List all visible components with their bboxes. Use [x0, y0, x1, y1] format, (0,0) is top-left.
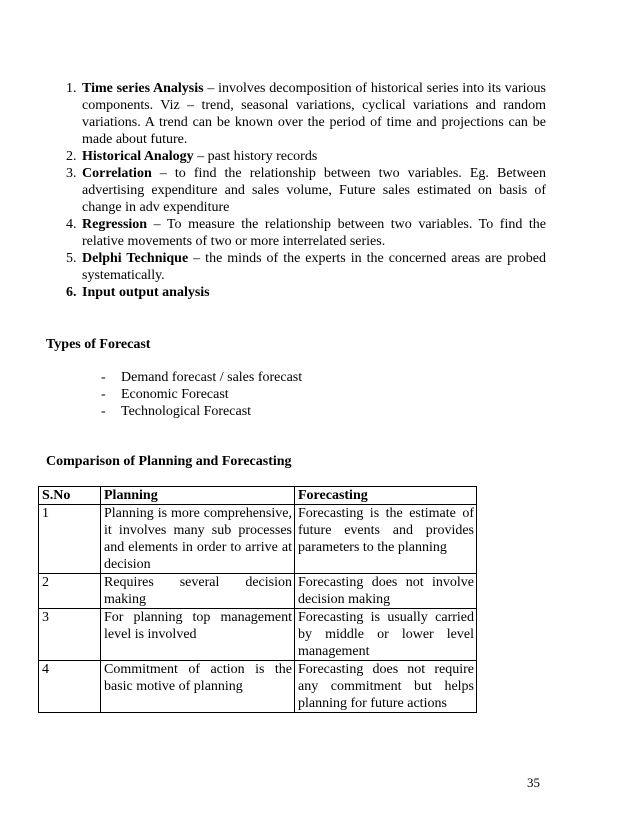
- cell-forecasting: Forecasting does not involve decision making: [295, 574, 477, 609]
- method-term: Input output analysis: [82, 285, 210, 300]
- cell-sno: 1: [39, 505, 101, 574]
- method-term: Time series Analysis: [82, 81, 204, 96]
- list-item: [46, 80, 546, 148]
- list-item: [101, 403, 302, 420]
- method-description: – To measure the relationship between two variables. To find the relative movements of two or more interrelated series.: [82, 217, 546, 249]
- cell-sno: 3: [39, 609, 101, 661]
- list-number: 3.: [66, 166, 77, 181]
- cell-planning: Planning is more comprehensive, it involves many sub processes and elements in order to arrive at decision: [101, 505, 295, 574]
- forecast-type: Technological Forecast: [121, 404, 252, 419]
- list-item: [46, 250, 546, 284]
- cell-forecasting: Forecasting is the estimate of future events and provides parameters to the planning: [295, 505, 477, 574]
- list-number: 4.: [66, 217, 77, 232]
- cell-planning: Commitment of action is the basic motive of planning: [101, 661, 295, 713]
- forecast-type: Economic Forecast: [121, 387, 229, 402]
- column-header-sno: S.No: [39, 487, 101, 505]
- list-dash: -: [101, 370, 106, 385]
- forecast-types-list: [101, 369, 302, 420]
- method-description: – involves decomposition of historical series into its various components. Viz – trend, seasonal variations, cyclical variations and random variations. A trend can be known over the period of time and projections can be made about future.: [82, 81, 547, 147]
- comparison-heading: Comparison of Planning and Forecasting: [46, 454, 292, 469]
- forecasting-methods-list: [46, 80, 546, 301]
- types-of-forecast-heading: Types of Forecast: [46, 337, 151, 352]
- method-term: Delphi Technique: [82, 251, 189, 266]
- method-term: Correlation: [82, 166, 152, 181]
- column-header-planning: Planning: [101, 487, 295, 505]
- table-row: [39, 574, 477, 609]
- cell-sno: 4: [39, 661, 101, 713]
- comparison-table: [38, 486, 477, 713]
- method-term: Historical Analogy: [82, 149, 194, 164]
- method-term: Regression: [82, 217, 148, 232]
- cell-forecasting: Forecasting does not require any commitment but helps planning for future actions: [295, 661, 477, 713]
- list-item: [46, 165, 546, 216]
- method-description: – past history records: [193, 149, 318, 164]
- page-number: 35: [527, 775, 540, 790]
- cell-planning: For planning top management level is involved: [101, 609, 295, 661]
- list-number: 2.: [66, 149, 77, 164]
- table-header-row: [39, 487, 477, 505]
- list-number: 5.: [66, 251, 77, 266]
- list-item: [46, 284, 546, 301]
- column-header-forecasting: Forecasting: [295, 487, 477, 505]
- list-dash: -: [101, 387, 106, 402]
- method-description: – the minds of the experts in the concerned areas are probed systematically.: [82, 251, 546, 283]
- list-number: 6.: [66, 285, 77, 300]
- cell-sno: 2: [39, 574, 101, 609]
- cell-planning: Requires several decision making: [101, 574, 295, 609]
- list-number: 1.: [66, 81, 77, 96]
- table-row: [39, 609, 477, 661]
- list-dash: -: [101, 404, 106, 419]
- table-row: [39, 505, 477, 574]
- table-row: [39, 661, 477, 713]
- cell-forecasting: Forecasting is usually carried by middle or lower level management: [295, 609, 477, 661]
- method-description: – to find the relationship between two variables. Eg. Between advertising expenditure and sales volume, Future sales estimated on basis of change in adv expenditure: [82, 166, 546, 215]
- list-item: [46, 148, 546, 165]
- list-item: [101, 386, 302, 403]
- list-item: [101, 369, 302, 386]
- list-item: [46, 216, 546, 250]
- forecast-type: Demand forecast / sales forecast: [121, 370, 303, 385]
